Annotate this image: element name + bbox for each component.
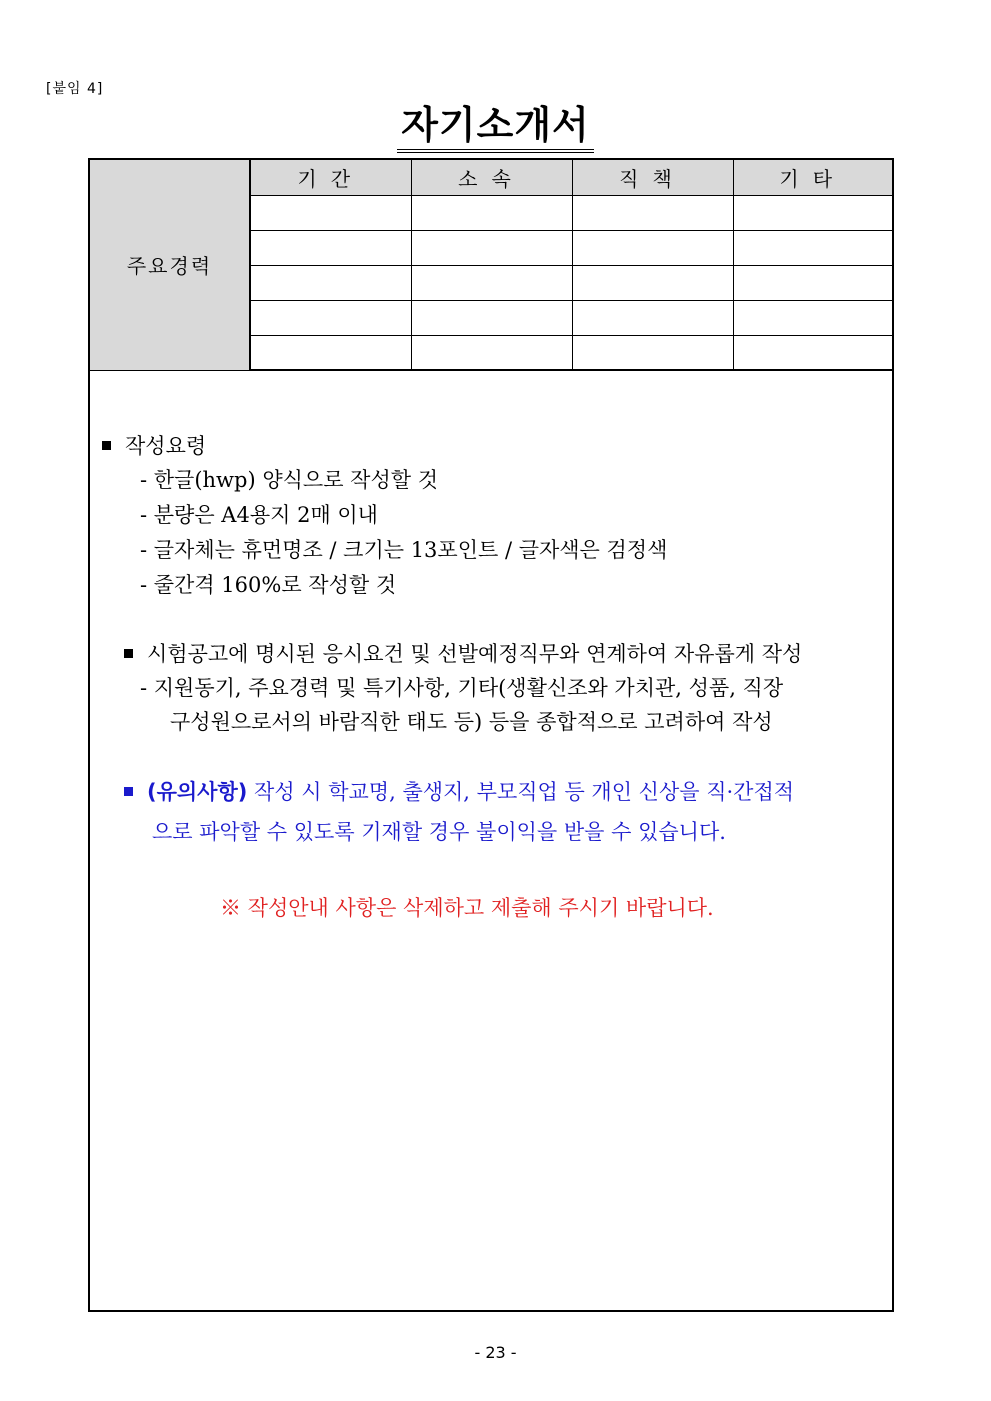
career-cell[interactable] [250, 265, 411, 300]
guide-item: - 지원동기, 주요경력 및 특기사항, 기타(생활신조와 가치관, 성품, 직장 [140, 676, 784, 700]
career-row-label: 주요경력 [90, 160, 250, 370]
career-cell[interactable] [572, 335, 733, 370]
guide-item: - 줄간격 160%로 작성할 것 [140, 573, 397, 597]
notice-text: 작성 시 학교명, 출생지, 부모직업 등 개인 신상을 직·간접적 [254, 780, 795, 804]
page-number: - 23 - [474, 1343, 517, 1362]
career-cell[interactable] [250, 195, 411, 230]
career-cell[interactable] [572, 230, 733, 265]
notice-line-continued: 으로 파악할 수 있도록 기재할 경우 불이익을 받을 수 있습니다. [152, 820, 726, 844]
notice-label: (유의사항) [147, 780, 248, 804]
bullet-square-icon [124, 649, 133, 658]
guide-section-title-text: 시험공고에 명시된 응시요건 및 선발예정직무와 연계하여 자유롭게 작성 [147, 642, 803, 666]
career-cell[interactable] [733, 335, 892, 370]
career-cell[interactable] [250, 300, 411, 335]
career-header-row [90, 160, 892, 195]
guide-section-title [124, 638, 802, 668]
career-cell[interactable] [733, 300, 892, 335]
remark-note: ※ 작성안내 사항은 삭제하고 제출해 주시기 바랍니다. [220, 896, 714, 920]
career-cell[interactable] [411, 335, 572, 370]
guide-item: - 한글(hwp) 양식으로 작성할 것 [140, 468, 438, 492]
header-period: 기간 [250, 160, 411, 195]
career-cell[interactable] [411, 265, 572, 300]
bullet-square-icon [102, 441, 111, 450]
career-cell[interactable] [733, 230, 892, 265]
career-cell[interactable] [572, 265, 733, 300]
header-affiliation: 소속 [411, 160, 572, 195]
form-frame [88, 158, 894, 1312]
career-cell[interactable] [733, 195, 892, 230]
header-other: 기타 [733, 160, 892, 195]
header-position: 직책 [572, 160, 733, 195]
career-cell[interactable] [250, 335, 411, 370]
career-cell[interactable] [411, 195, 572, 230]
bullet-square-icon [124, 787, 133, 796]
career-cell[interactable] [411, 230, 572, 265]
notice-line [124, 776, 794, 806]
guide-section-title [102, 430, 206, 460]
career-cell[interactable] [411, 300, 572, 335]
guide-item: - 글자체는 휴먼명조 / 크기는 13포인트 / 글자색은 검정색 [140, 538, 668, 562]
career-cell[interactable] [733, 265, 892, 300]
career-cell[interactable] [572, 195, 733, 230]
career-table [90, 160, 892, 371]
document-title-text: 자기소개서 [397, 102, 594, 153]
guide-section-title-text: 작성요령 [125, 434, 207, 458]
document-title [0, 102, 991, 153]
guide-item-continued: 구성원으로서의 바람직한 태도 등) 등을 종합적으로 고려하여 작성 [170, 710, 773, 734]
attachment-label: [붙임 4] [46, 81, 104, 97]
career-cell[interactable] [572, 300, 733, 335]
guide-item: - 분량은 A4용지 2매 이내 [140, 503, 378, 527]
career-cell[interactable] [250, 230, 411, 265]
